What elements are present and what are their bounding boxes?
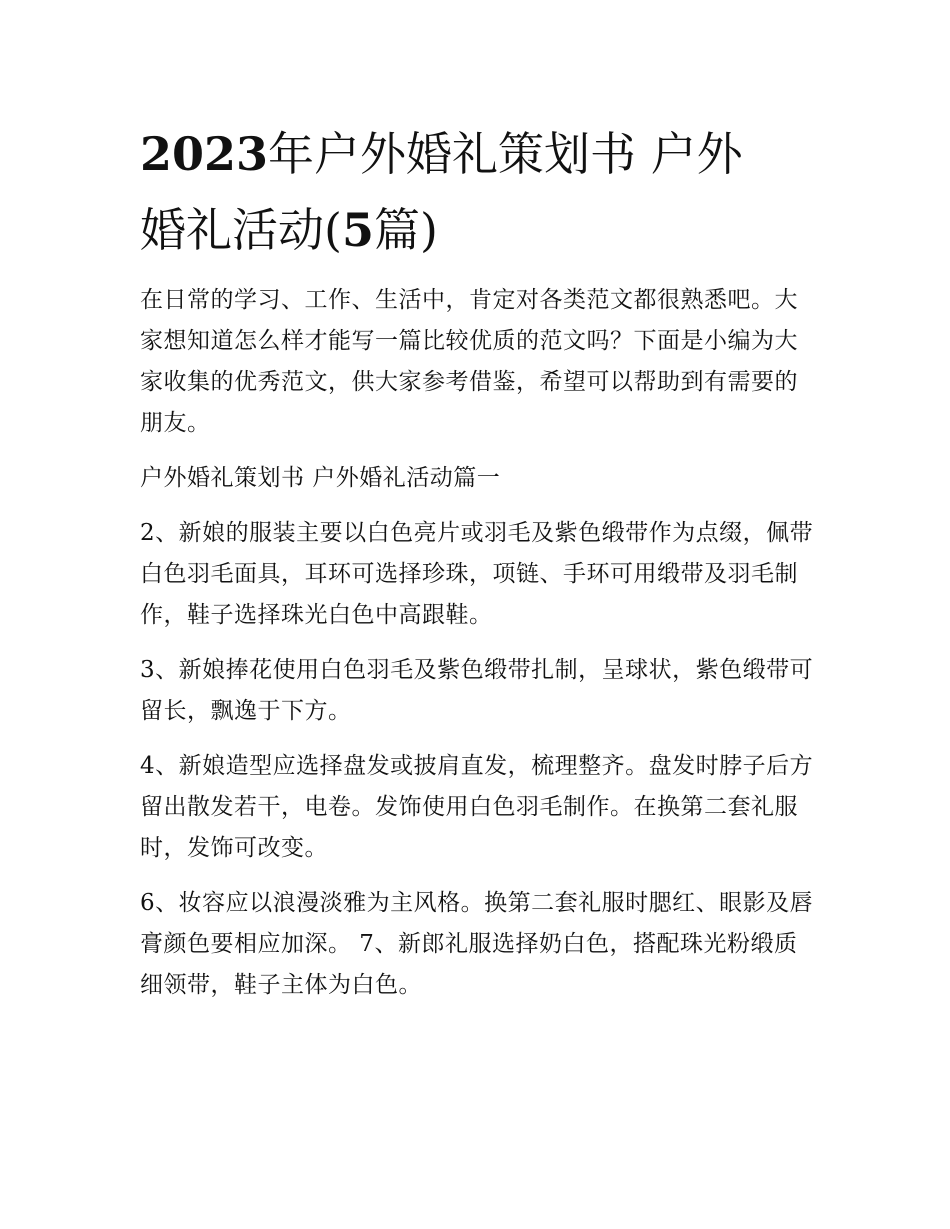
title-year: 2023 <box>140 127 269 181</box>
paragraph-item-4: 4、新娘造型应选择盘发或披肩直发，梳理整齐。盘发时脖子后方留出散发若干，电卷。发饰使用白色羽毛制作。在换第二套礼服时，发饰可改变。 <box>140 753 814 861</box>
intro-paragraph: 在日常的学习、工作、生活中，肯定对各类范文都很熟悉吧。大家想知道怎么样才能写一篇比较优质的范文吗？下面是小编为大家收集的优秀范文，供大家参考借鉴，希望可以帮助到有需要的朋友。 <box>140 287 798 436</box>
document-body <box>140 280 820 1020</box>
paragraph-item-2: 2、新娘的服装主要以白色亮片或羽毛及紫色缎带作为点缀，佩带白色羽毛面具，耳环可选择珍珠，项链、手环可用缎带及羽毛制作，鞋子选择珠光白色中高跟鞋。 <box>140 520 814 628</box>
title-text-line2b: 篇) <box>373 203 438 257</box>
section-heading: 户外婚礼策划书 户外婚礼活动篇一 <box>140 465 501 491</box>
document-title <box>140 116 820 268</box>
title-text-line1: 年户外婚礼策划书 户外 <box>268 127 743 181</box>
title-count: 5 <box>341 203 374 257</box>
title-text-line2a: 婚礼活动( <box>140 203 342 257</box>
paragraph-item-6: 6、妆容应以浪漫淡雅为主风格。换第二套礼服时腮红、眼影及唇膏颜色要相应加深。 7、新郎礼服选择奶白色，搭配珠光粉缎质细领带，鞋子主体为白色。 <box>140 890 814 998</box>
paragraph-item-3: 3、新娘捧花使用白色羽毛及紫色缎带扎制，呈球状，紫色缎带可留长，飘逸于下方。 <box>140 657 814 724</box>
